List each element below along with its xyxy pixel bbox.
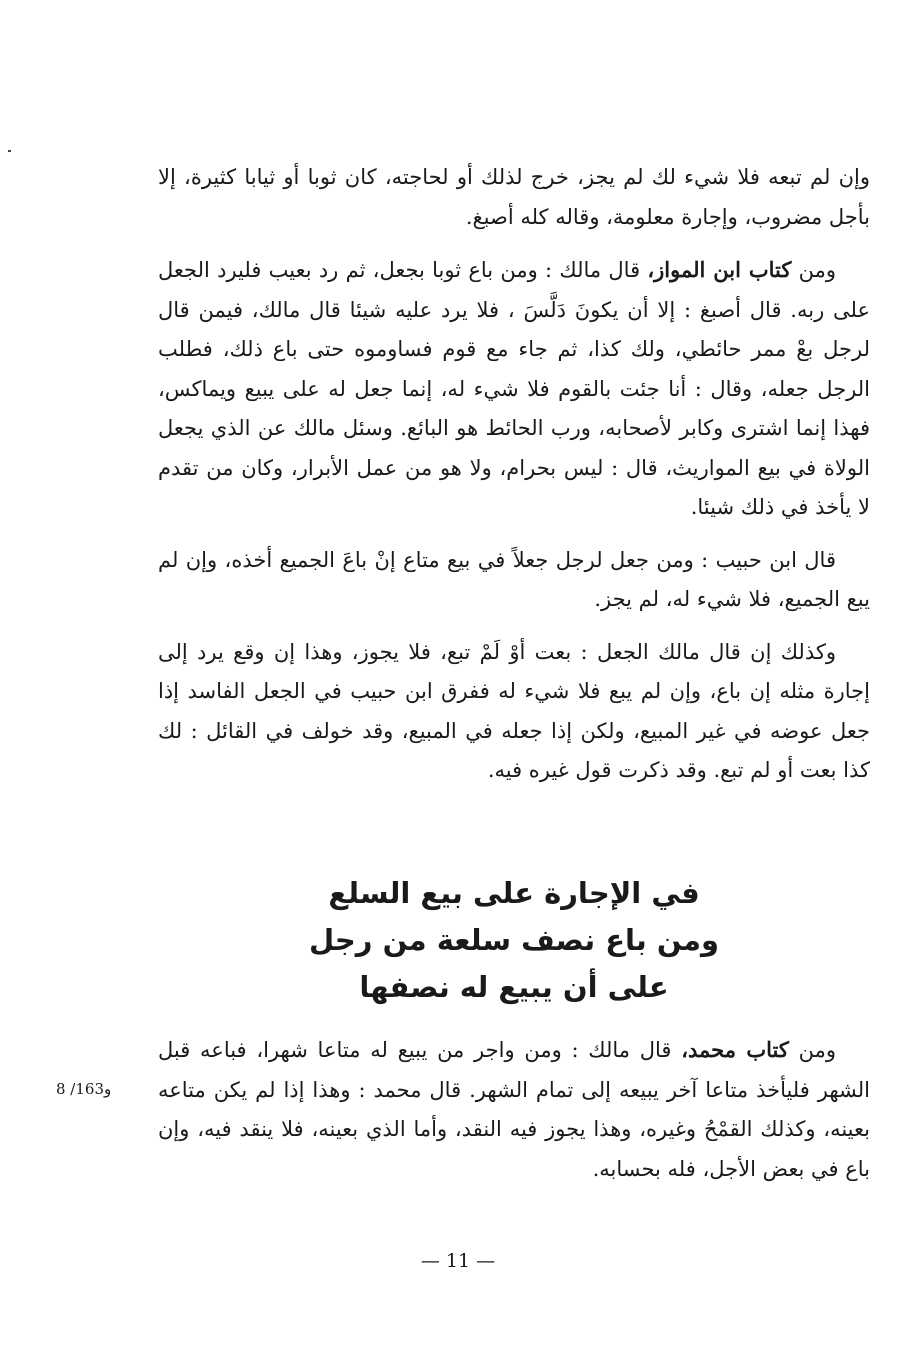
paragraph-2-source-title: كتاب ابن المواز،: [647, 257, 792, 282]
paragraph-4: [158, 633, 870, 791]
section-heading: [158, 870, 870, 1011]
paragraph-5-source-title: كتاب محمد،: [681, 1037, 789, 1062]
heading-line-2: ومن باع نصف سلعة من رجل: [309, 923, 719, 957]
paragraph-1-text: وإن لم تبعه فلا شيء لك لم يجز، خرج لذلك أو لحاجته، كان ثوبا أو ثيابا كثيرة، إلا بأجل مضروب، وإجارة معلومة، وقاله كله أصبغ.: [158, 165, 870, 229]
paragraph-2-lead: ومن: [791, 258, 836, 282]
paragraph-4-text: وكذلك إن قال مالك الجعل : بعت أوْ لَمْ تبع، فلا يجوز، وهذا إن وقع يرد إلى إجارة مثله إن باع، وإن لم يبع فلا شيء له ففرق ابن حبيب في الجعل الفاسد إذا جعل عوضه في غير المبيع، ولكن إذا جعله في المبيع، وقد خولف في القائل : لك كذا بعت أو لم تبع. وقد ذكرت قول غيره فيه.: [158, 639, 870, 782]
paragraph-2-text: قال مالك : ومن باع ثوبا بجعل، ثم رد بعيب فليرد الجعل على ربه. قال أصبغ : إلا أن يكونَ دَلَّسَ ، فلا يرد عليه شيئا قال مالك، فيمن قال لرجل بعْ ممر حائطي، ولك كذا، ثم جاء مع قوم فساوموه حتى باع ذلك، فطلب الرجل جعله، وقال : أنا جئت بالقوم فلا شيء له، إنما جعل له على يبيع ويماكس، فهذا إنما اشترى وكابر لأصحابه، ورب الحائط هو البائع. وسئل مالك عن الذي يجعل الولاة في بيع المواريث، قال : ليس بحرام، ولا هو من عمل الأبرار، وكان من تقدم لا يأخذ في ذلك شيئا.: [158, 258, 870, 519]
heading-line-1: في الإجارة على بيع السلع: [328, 876, 700, 910]
paragraph-5: [158, 1030, 870, 1189]
paragraph-5-text: قال مالك : ومن واجر من يبيع له متاعا شهرا، فباعه قبل الشهر فليأخذ متاعا آخر يبيعه إلى تمام الشهر. قال محمد : وهذا إذا لم يكن متاعه بعينه، وكذلك القمْحُ وغيره، وهذا يجوز فيه النقد، وأما الذي بعينه، فلا ينقد فيه، وإن باع في بعض الأجل، فله بحسابه.: [158, 1038, 870, 1181]
paragraph-1: [158, 158, 870, 237]
paragraph-3: [158, 541, 870, 620]
paragraph-5-lead: ومن: [788, 1038, 836, 1062]
paragraph-3-text: قال ابن حبيب : ومن جعل لرجل جعلاً في بيع متاع إنْ باعَ الجميع أخذه، وإن لم يبع الجميع، فلا شيء له، لم يجز.: [158, 547, 870, 611]
body-text-top: [158, 158, 870, 791]
marginal-folio-note: 8 /163و: [56, 1080, 112, 1098]
body-text-bottom: [158, 1030, 870, 1189]
heading-line-3: على أن يبيع له نصفها: [359, 970, 669, 1004]
page-number: — 11 —: [420, 1250, 496, 1272]
paragraph-2: [158, 250, 870, 528]
stray-mark: [8, 150, 11, 152]
